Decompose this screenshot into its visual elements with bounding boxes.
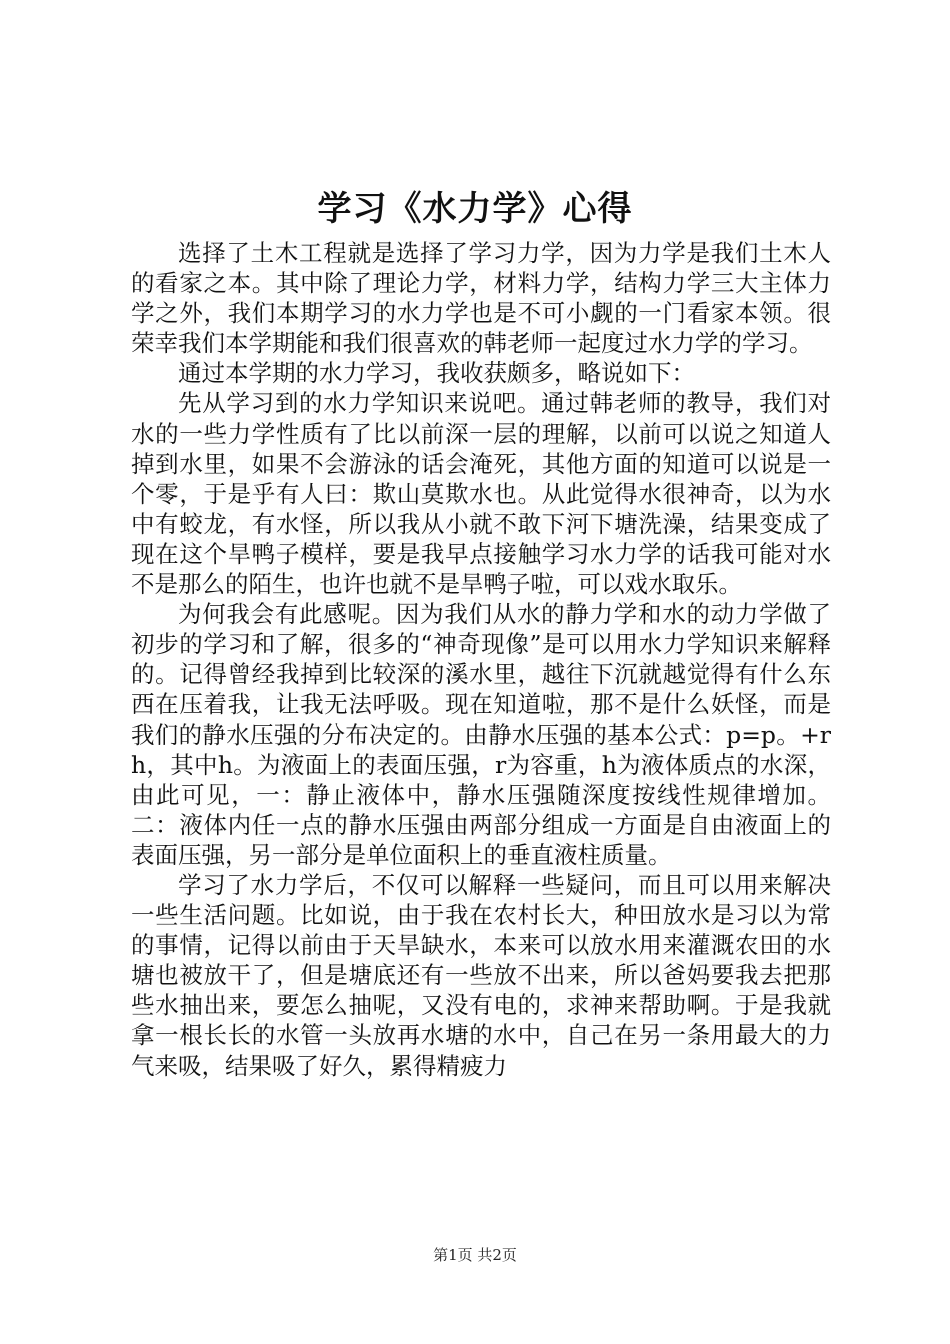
paragraph: 通过本学期的水力学习，我收获颇多，略说如下： (178, 359, 695, 388)
paragraph: 选择了土木工程就是选择了学习力学，因为力学是我们土木人的看家之本。其中除了理论力学，材料力学，结构力学三大主体力学之外，我们本期学习的水力学也是不可小觑的一门看家本领。很荣幸我们本学期能和我们很喜欢的韩老师一起度过水力学的学习。 (131, 239, 831, 358)
paragraph: 为何我会有此感呢。因为我们从水的静力学和水的动力学做了初步的学习和了解，很多的“神奇现像”是可以用水力学知识来解释的。记得曾经我掉到比较深的溪水里，越往下沉就越觉得有什么东西在压着我，让我无法呼吸。现在知道啦，那不是什么妖怪，而是我们的静水压强的分布决定的。由静水压强的基本公式：p=p。+rh，其中h。为液面上的表面压强，r为容重，h为液体质点的水深，由此可见，一：静止液体中，静水压强随深度按线性规律增加。二：液体内任一点的静水压强由两部分组成一方面是自由液面上的表面压强，另一部分是单位面积上的垂直液柱质量。 (131, 600, 831, 869)
document-title: 学习《水力学》心得 (317, 189, 633, 229)
document-body (131, 238, 831, 1081)
paragraph: 学习了水力学后，不仅可以解释一些疑问，而且可以用来解决一些生活问题。比如说，由于我在农村长大，种田放水是习以为常的事情，记得以前由于天旱缺水，本来可以放水用来灌溉农田的水塘也被放干了，但是塘底还有一些放不出来，所以爸妈要我去把那些水抽出来，要怎么抽呢，又没有电的，求神来帮助啊。于是我就拿一根长长的水管一头放再水塘的水中，自己在另一条用最大的力气来吸，结果吸了好久，累得精疲力 (131, 870, 831, 1080)
page-number-footer: 第1页 共2页 (433, 1246, 517, 1264)
paragraph: 先从学习到的水力学知识来说吧。通过韩老师的教导，我们对水的一些力学性质有了比以前深一层的理解，以前可以说之知道人掉到水里，如果不会游泳的话会淹死，其他方面的知道可以说是一个零，于是乎有人曰：欺山莫欺水也。从此觉得水很神奇，以为水中有蛟龙，有水怪，所以我从小就不敢下河下塘洗澡，结果变成了现在这个旱鸭子模样，要是我早点接触学习水力学的话我可能对水不是那么的陌生，也许也就不是旱鸭子啦，可以戏水取乐。 (131, 389, 831, 599)
